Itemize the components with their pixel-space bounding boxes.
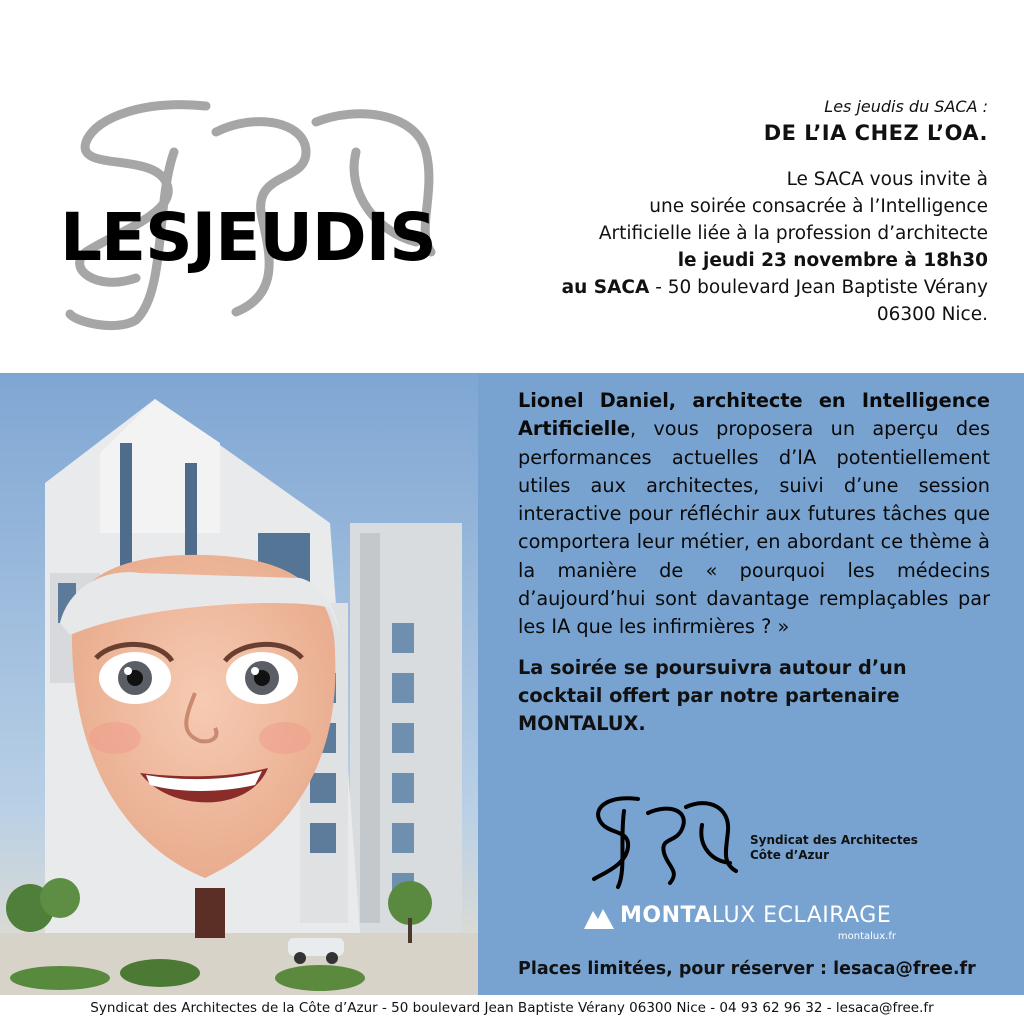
montalux-mountain-icon [584,907,614,929]
invite-line-3: Artificielle liée à la profession d’architecte [598,223,988,244]
series-label: Les jeudis du SACA : [824,97,988,116]
montalux-url: montalux.fr [837,931,896,942]
saca-logo [590,791,920,891]
closing-text [518,654,990,739]
montalux-name [620,903,891,928]
montalux-name-rest: LUX ECLAIRAGE [711,903,892,928]
saca-org-line-2: Côte d’Azur [750,848,829,862]
event-venue [428,274,988,301]
closing-line-1: La soirée se poursuivra autour d’un [518,655,907,679]
les-jeudis-logo [56,92,476,332]
les-jeudis-wordmark: LESJEUDIS [60,199,436,276]
venue-name: au SACA [561,277,650,298]
montalux-name-bold: MONTA [620,903,712,928]
saca-org-name [750,833,918,863]
saca-signature-icon [590,791,740,891]
venue-address: - 50 boulevard Jean Baptiste Vérany [649,277,988,298]
invitation-text [428,166,988,328]
description-column [518,387,990,739]
description-body: , vous proposera un aperçu des performances actuelles d’IA potentiellement utiles aux architectes, suivi d’une session interactive pour réfléchir aux futures tâches que comportera leur métier, en abordant ce thème à la manière de « pourquoi les médecins d’aujourd’hui sont davantage remplaçables par les IA que les infirmières ? » [518,417,990,639]
invite-line-1: Le SACA vous invite à [786,169,988,190]
event-date: le jeudi 23 novembre à 18h30 [677,250,988,271]
ai-building-face-illustration [0,373,478,995]
blue-band [0,373,1024,995]
event-intro [428,96,988,328]
footer-contact: Syndicat des Architectes de la Côte d’Azur - 50 boulevard Jean Baptiste Vérany 06300 Nice - 04 93 62 96 32 - lesaca@free.fr [90,1000,934,1016]
invite-line-2: une soirée consacrée à l’Intelligence [649,196,988,217]
event-description [518,387,990,642]
speaker-name: Lionel Daniel, architecte en Intelligence Artificielle [518,389,990,441]
closing-line-3: MONTALUX. [518,712,646,736]
montalux-logo [584,901,904,951]
saca-org-line-1: Syndicat des Architectes [750,833,918,847]
closing-line-2: cocktail offert par notre partenaire [518,683,900,707]
venue-city: 06300 Nice. [876,304,988,325]
booking-info: Places limitées, pour réserver : lesaca@free.fr [518,959,976,979]
event-title: DE L’IA CHEZ L’OA. [763,121,988,145]
